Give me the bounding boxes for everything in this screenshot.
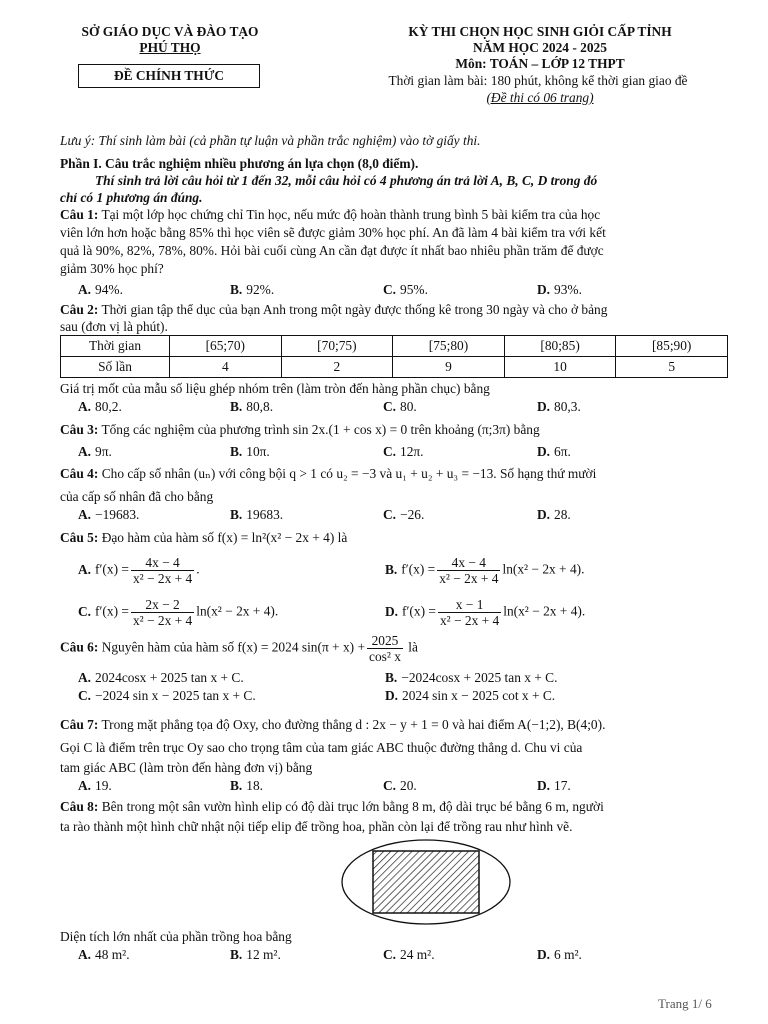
- table-cell: 2: [281, 357, 393, 378]
- q5-text: Đạo hàm của hàm số f(x) = ln²(x² − 2x + 4) là: [101, 530, 348, 545]
- q8-line-3: Diện tích lớn nhất của phần trồng hoa bằng: [60, 929, 292, 944]
- q8-option-a: A. 48 m².: [78, 947, 130, 962]
- q7-line-1: [60, 716, 605, 733]
- fraction: $\frac{4x - 4}{\text{x² − 2x + 4}}$: [439, 555, 499, 586]
- part1-title: Phần I. Câu trắc nghiệm nhiều phương án lựa chọn (8,0 điểm).: [60, 156, 419, 171]
- pages-note: (Đề thi có 06 trang): [486, 90, 594, 105]
- q7-text-1: Trong mặt phẳng tọa độ Oxy, cho đường thẳng d : 2x − y + 1 = 0 và hai điểm A(−1;2), B(4;0).: [101, 717, 606, 732]
- page-number: Trang 1/ 6: [658, 996, 712, 1011]
- q1-option-c: C. 95%.: [383, 282, 428, 297]
- ellipse-garden-figure: [340, 838, 512, 926]
- q3-line: [60, 421, 540, 438]
- q4-option-b: B. 19683.: [230, 507, 284, 522]
- q4-label: Câu 4:: [60, 466, 99, 481]
- subject-line: Môn: TOÁN – LỚP 12 THPT: [455, 56, 625, 71]
- q1-line-3: quả là 90%, 82%, 78%, 80%. Hỏi bài cuối cùng An cần đạt được ít nhất bao nhiêu phần trăm để được: [60, 243, 604, 258]
- q1-line-1: [60, 206, 600, 223]
- q5-option-b: B. f′(x) = $\frac{4x - 4}{\text{x² − 2x + 4}}$ ln(x² − 2x + 4).: [385, 555, 585, 586]
- q5-option-d: D. f′(x) = $\frac{x - 1}{\text{x² − 2x + 4}}$ ln(x² − 2x + 4).: [385, 597, 586, 628]
- q2-line-2: sau (đơn vị là phút).: [60, 319, 168, 334]
- q8-option-c: C. 24 m².: [383, 947, 435, 962]
- province-name: PHÚ THỌ: [139, 40, 201, 55]
- fraction: $\frac{4x - 4}{\text{x² − 2x + 4}}$: [132, 555, 193, 586]
- q4-option-a: A. −19683.: [78, 507, 140, 522]
- frequency-table: [60, 335, 728, 378]
- q7-option-a: A. 19.: [78, 778, 112, 793]
- q1-text-1: Tại một lớp học chứng chỉ Tin học, nếu mức độ hoàn thành trung bình 5 bài kiểm tra của học: [101, 207, 601, 222]
- q1-option-a: A. 94%.: [78, 282, 123, 297]
- q4-line-2: của cấp số nhân đã cho bằng: [60, 489, 214, 504]
- table-cell: 5: [616, 357, 728, 378]
- table-cell: [85;90): [616, 336, 728, 357]
- table-cell: 10: [504, 357, 616, 378]
- table-row: [61, 336, 728, 357]
- q3-option-d: D. 6π.: [537, 444, 571, 459]
- note-line: Lưu ý: Thí sinh làm bài (cả phần tự luận và phần trắc nghiệm) vào tờ giấy thi.: [60, 133, 481, 148]
- q8-label: Câu 8:: [60, 799, 99, 814]
- table-cell: 4: [170, 357, 282, 378]
- q7-option-b: B. 18.: [230, 778, 264, 793]
- official-exam-box: ĐỀ CHÍNH THỨC: [78, 64, 260, 88]
- time-line: Thời gian làm bài: 180 phút, không kể thời gian giao đề: [388, 73, 688, 88]
- q5-line: [60, 529, 347, 546]
- table-header-cell: Thời gian: [61, 336, 170, 357]
- q2-line-1: [60, 301, 607, 318]
- q8-option-b: B. 12 m².: [230, 947, 281, 962]
- q1-option-b: B. 92%.: [230, 282, 275, 297]
- q7-label: Câu 7:: [60, 717, 99, 732]
- table-row: [61, 357, 728, 378]
- part1-instruction-1: Thí sinh trả lời câu hỏi từ 1 đến 32, mỗi câu hỏi có 4 phương án trả lời A, B, C, D trong đó: [95, 173, 598, 188]
- q8-line-2: ta rào thành một hình chữ nhật nội tiếp elip để trồng hoa, phần còn lại để trồng rau như hình vẽ.: [60, 819, 573, 834]
- q2-option-d: D. 80,3.: [537, 399, 581, 414]
- q6-option-b: B. −2024cosx + 2025 tan x + C.: [385, 670, 558, 685]
- school-year: NĂM HỌC 2024 - 2025: [473, 40, 607, 55]
- q4-line-1: [60, 465, 596, 482]
- q1-option-d: D. 93%.: [537, 282, 582, 297]
- q5-option-c: C. f′(x) = $\frac{2x - 2}{\text{x² − 2x + 4}}$ ln(x² − 2x + 4).: [78, 597, 279, 628]
- fraction: $\frac{x - 1}{\text{x² − 2x + 4}}$: [439, 597, 500, 628]
- q7-line-3: tam giác ABC (làm tròn đến hàng đơn vị) bằng: [60, 760, 313, 775]
- fraction: $\frac{2x - 2}{\text{x² − 2x + 4}}$: [132, 597, 193, 628]
- q2-option-a: A. 80,2.: [78, 399, 122, 414]
- q8-text-1: Bên trong một sân vườn hình elip có độ dài trục lớn bằng 8 m, độ dài trục bé bằng 6 m, người: [101, 799, 604, 814]
- table-cell: [65;70): [170, 336, 282, 357]
- table-cell: [75;80): [393, 336, 505, 357]
- fraction: $\frac{2025}{\text{cos² x}}$: [369, 633, 401, 664]
- q2-option-b: B. 80,8.: [230, 399, 274, 414]
- q1-line-2: viên lớn hơn hoặc bằng 85% thì học viên sẽ được giảm 30% học phí. An đã làm 4 bài kiểm tra với kết: [60, 225, 606, 240]
- q2-option-c: C. 80.: [383, 399, 417, 414]
- q4-text-1: Cho cấp số nhân (uₙ) với công bội q > 1 có u₂ = −3 và u₁ + u₂ + u₃ = −13. Số hạng thứ mười: [101, 466, 597, 481]
- q4-option-d: D. 28.: [537, 507, 571, 522]
- q1-line-4: giảm 30% học phí?: [60, 261, 164, 276]
- q7-line-2: Gọi C là điểm trên trục Oy sao cho trọng tâm của tam giác ABC thuộc đường thẳng d. Chu vi của: [60, 740, 583, 755]
- q5-label: Câu 5:: [60, 530, 99, 545]
- q2-label: Câu 2:: [60, 302, 99, 317]
- q2-text-1: Thời gian tập thể dục của bạn Anh trong một ngày được thống kê trong 30 ngày và cho ở bảng: [101, 302, 608, 317]
- q3-option-b: B. 10π.: [230, 444, 270, 459]
- flower-rectangle: [373, 851, 479, 913]
- q4-option-c: C. −26.: [383, 507, 425, 522]
- q6-option-c: C. −2024 sin x − 2025 tan x + C.: [78, 688, 256, 703]
- table-header-cell: Số lần: [61, 357, 170, 378]
- department-name: SỞ GIÁO DỤC VÀ ĐÀO TẠO: [81, 24, 259, 39]
- q6-line: Câu 6: Nguyên hàm của hàm số f(x) = 2024 sin(π + x) + $\frac{2025}{\text{cos² x}}$ là: [60, 633, 418, 664]
- q6-option-a: A. 2024cosx + 2025 tan x + C.: [78, 670, 244, 685]
- q3-text: Tổng các nghiệm của phương trình sin 2x.(1 + cos x) = 0 trên khoảng (π;3π) bằng: [101, 422, 540, 437]
- q1-label: Câu 1:: [60, 207, 99, 222]
- part1-instruction-2: chỉ có 1 phương án đúng.: [60, 190, 203, 205]
- q2-line-3: Giá trị mốt của mẫu số liệu ghép nhóm trên (làm tròn đến hàng phần chục) bằng: [60, 381, 490, 396]
- q7-option-d: D. 17.: [537, 778, 571, 793]
- q8-line-1: [60, 798, 604, 815]
- exam-title: KỲ THI CHỌN HỌC SINH GIỎI CẤP TỈNH: [408, 24, 672, 39]
- q5-option-a: A. f′(x) = $\frac{4x - 4}{\text{x² − 2x + 4}}$ .: [78, 555, 200, 586]
- q6-label: Câu 6:: [60, 639, 99, 655]
- q3-option-a: A. 9π.: [78, 444, 112, 459]
- table-cell: [70;75): [281, 336, 393, 357]
- q6-option-d: D. 2024 sin x − 2025 cot x + C.: [385, 688, 556, 703]
- q3-label: Câu 3:: [60, 422, 99, 437]
- q8-option-d: D. 6 m².: [537, 947, 582, 962]
- q3-option-c: C. 12π.: [383, 444, 424, 459]
- table-cell: [80;85): [504, 336, 616, 357]
- q7-option-c: C. 20.: [383, 778, 417, 793]
- table-cell: 9: [393, 357, 505, 378]
